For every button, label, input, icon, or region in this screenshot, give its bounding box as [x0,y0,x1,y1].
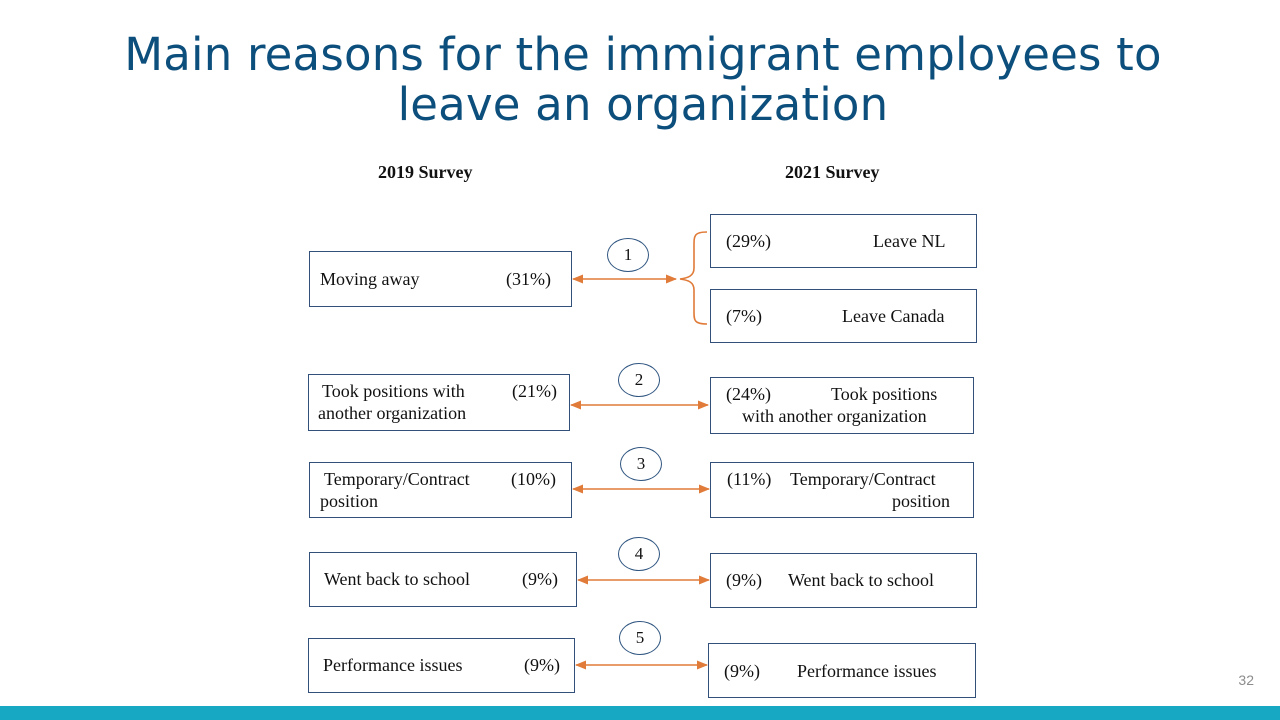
box-2019-performance-issues [308,638,575,693]
box-label: Leave NL [873,231,946,251]
number-badge-5: 5 [619,621,661,655]
box-2021-temporary-contract [710,462,974,518]
box-2021-leave-nl [710,214,977,268]
box-2021-went-back-to-school [710,553,977,608]
box-label-line1: Temporary/Contract [324,469,470,489]
box-label: Performance issues [323,655,463,675]
box-2019-took-positions [308,374,570,431]
page-number: 32 [1238,672,1254,688]
box-2021-took-positions [710,377,974,434]
box-percent: (11%) [727,469,772,489]
column-header-2019: 2019 Survey [378,162,473,182]
box-percent: (29%) [726,231,771,251]
box-2019-went-back-to-school [309,552,577,607]
number-badge-1: 1 [607,238,649,272]
box-percent: (9%) [522,569,558,589]
box-percent: (31%) [506,269,551,289]
slide-title: Main reasons for the immigrant employees to leave an organization [124,28,1162,131]
number-badge-3: 3 [620,447,662,481]
box-label: Went back to school [324,569,471,589]
box-label-line2: position [320,491,379,511]
box-label-line2: with another organization [742,406,927,426]
column-header-2021: 2021 Survey [785,162,880,182]
box-percent: (7%) [726,306,762,326]
box-2019-temporary-contract [309,462,572,518]
box-percent: (9%) [726,570,762,590]
box-label-line2: position [892,491,951,511]
box-label: Leave Canada [842,306,945,326]
footer-accent-bar [0,706,1280,720]
box-percent: (9%) [724,661,760,681]
box-percent: (24%) [726,384,771,404]
number-badge-2: 2 [618,363,660,397]
bracket-row-1 [680,232,707,324]
box-label-line1: Took positions with [322,381,465,401]
box-label-line1: Took positions [831,384,938,404]
box-2019-moving-away [309,251,572,307]
box-label: Moving away [320,269,420,289]
box-percent: (10%) [511,469,556,489]
box-2021-leave-canada [710,289,977,343]
box-percent: (21%) [512,381,557,401]
box-label-line1: Temporary/Contract [790,469,936,489]
box-label: Performance issues [797,661,937,681]
box-label-line2: another organization [318,403,467,423]
box-label: Went back to school [788,570,935,590]
number-badge-4: 4 [618,537,660,571]
box-percent: (9%) [524,655,560,675]
box-2021-performance-issues [708,643,976,698]
